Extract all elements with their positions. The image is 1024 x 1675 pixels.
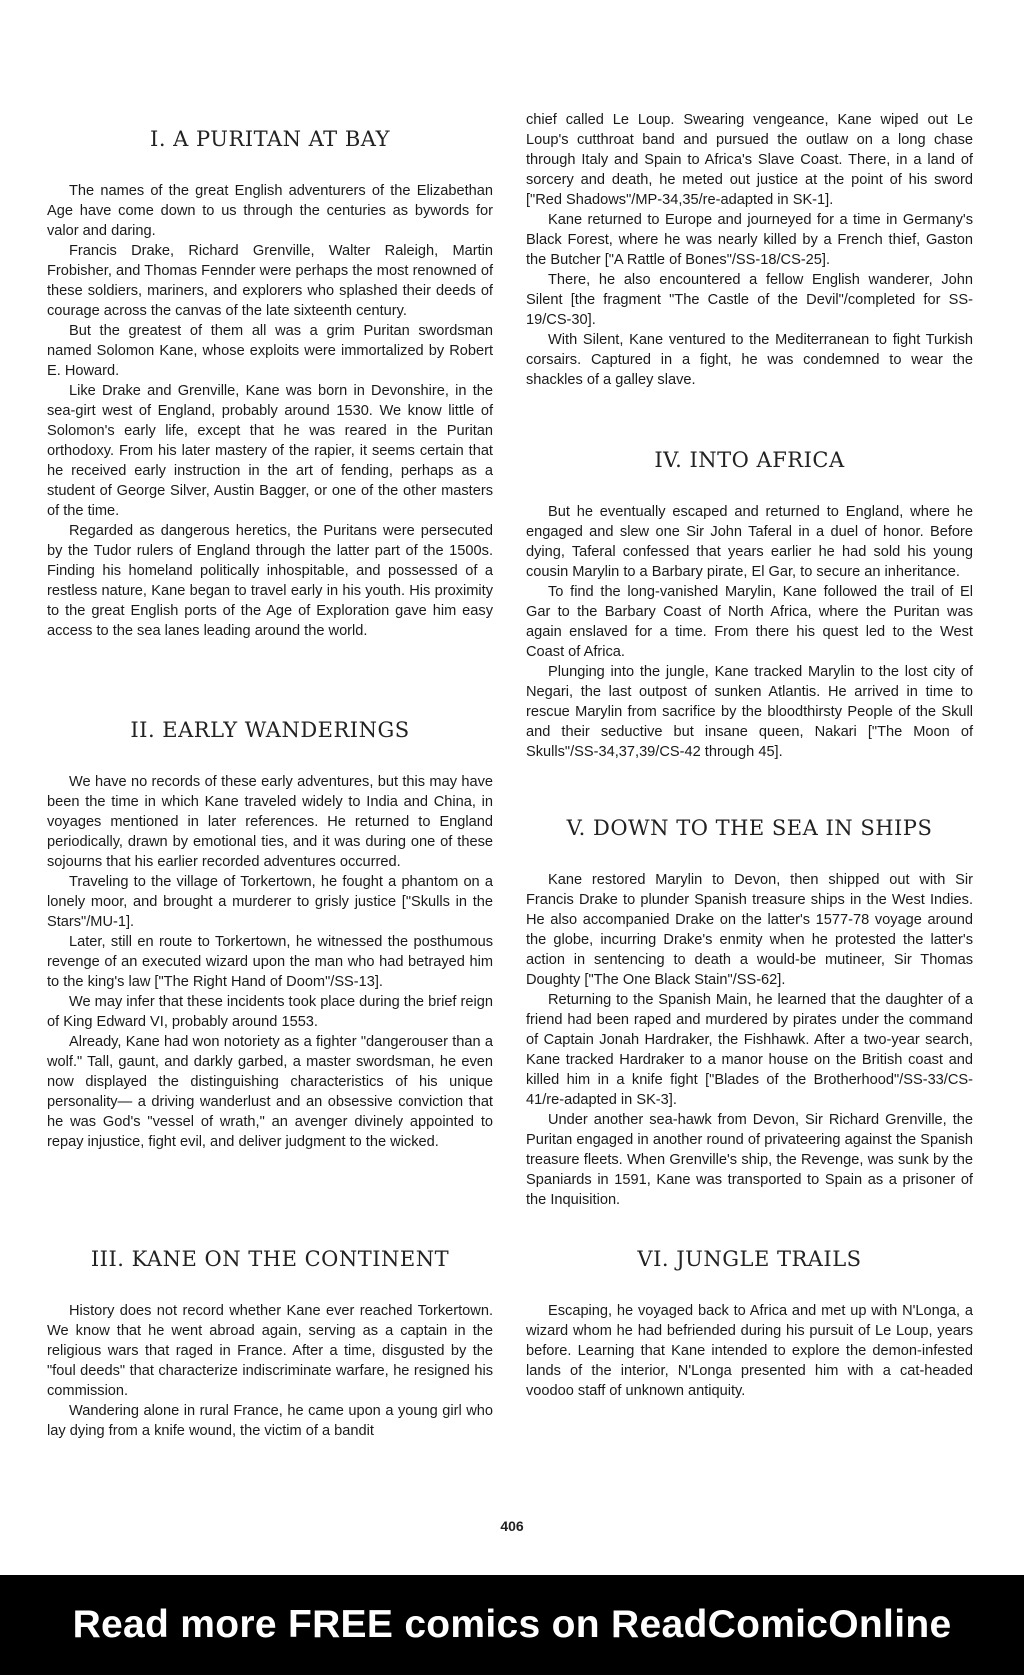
paragraph: But he eventually escaped and returned to England, where he engaged and slew one Sir John Taferal in a duel of honor. Before dying, Taferal confessed that years earlier he had sold his young cousin Marylin to a Barbary pirate, El Gar, to secure an inheritance. (526, 504, 973, 580)
paragraph: Francis Drake, Richard Grenville, Walter Raleigh, Martin Frobisher, and Thomas Fennder were perhaps the most renowned of these soldiers, mariners, and explorers who splashed their deeds of courage across the canvas of the late sixteenth century. (47, 243, 493, 319)
section-down-to-the-sea (526, 815, 973, 1210)
paragraph: Under another sea-hawk from Devon, Sir Richard Grenville, the Puritan engaged in another round of privateering against the Spanish treasure fleets. When Grenville's ship, the Revenge, was sunk by the Spaniards in 1591, Kane was transported to Spain as a prisoner of the Inquisition. (526, 1112, 973, 1208)
paragraph: chief called Le Loup. Swearing vengeance, Kane wiped out Le Loup's cutthroat band and pursued the outlaw on a long chase through Italy and Spain to Africa's Slave Coast. There, in a land of sorcery and death, he meted out justice at the point of his sword ["Red Shadows"/MP-34,35/re-adapted in SK-1]. (526, 112, 973, 208)
section-body (47, 772, 493, 1152)
paragraph: To find the long-vanished Marylin, Kane followed the trail of El Gar to the Barbary Coast of North Africa, where the Puritan was again enslaved for a time. From there his quest led to the West Coast of Africa. (526, 584, 973, 660)
paragraph: Wandering alone in rural France, he came upon a young girl who lay dying from a knife wound, the victim of a bandit (47, 1403, 493, 1439)
paragraph: We may infer that these incidents took place during the brief reign of King Edward VI, probably around 1553. (47, 994, 493, 1030)
promo-banner[interactable] (0, 1575, 1024, 1675)
paragraph: With Silent, Kane ventured to the Mediterranean to fight Turkish corsairs. Captured in a fight, he was condemned to wear the shackles of a galley slave. (526, 332, 973, 388)
section-body (47, 181, 493, 641)
paragraph: History does not record whether Kane ever reached Torkertown. We know that he went abroad again, serving as a captain in the religious wars that raged in France. After a time, disgusted by the "foul deeds" that characterize indiscriminate warfare, he resigned his commission. (47, 1303, 493, 1399)
paragraph: The names of the great English adventurers of the Elizabethan Age have come down to us through the centuries as bywords for valor and daring. (47, 183, 493, 239)
section-heading: VI. JUNGLE TRAILS (637, 1247, 862, 1271)
section-early-wanderings (47, 717, 493, 1152)
paragraph: We have no records of these early adventures, but this may have been the time in which Kane traveled widely to India and China, in voyages mentioned in later references. He returned to England periodically, drawn by emotional ties, and it was during one of these sojourns that his earlier recorded adventures occurred. (47, 774, 493, 870)
paragraph: Regarded as dangerous heretics, the Puritans were persecuted by the Tudor rulers of England through the latter part of the 1500s. Finding his homeland politically inhospitable, and possessed of a restless nature, Kane began to travel early in his youth. His proximity to the great English ports of the Age of Exploration gave him easy access to the sea lanes leading around the world. (47, 523, 493, 639)
section-continent-continued (526, 110, 973, 390)
section-into-africa (526, 447, 973, 762)
page-number: 406 (500, 1518, 524, 1534)
section-body (526, 502, 973, 762)
section-jungle-trails (526, 1246, 973, 1401)
section-heading: IV. INTO AFRICA (654, 448, 845, 472)
paragraph: But the greatest of them all was a grim Puritan swordsman named Solomon Kane, whose exploits were immortalized by Robert E. Howard. (47, 323, 493, 379)
paragraph: Later, still en route to Torkertown, he witnessed the posthumous revenge of an executed wizard upon the man who had betrayed him to the king's law ["The Right Hand of Doom"/SS-13]. (47, 934, 493, 990)
paragraph: Kane returned to Europe and journeyed for a time in Germany's Black Forest, where he was nearly killed by a French thief, Gaston the Butcher ["A Rattle of Bones"/SS-18/CS-25]. (526, 212, 973, 268)
section-body (526, 110, 973, 390)
promo-banner-text[interactable]: Read more FREE comics on ReadComicOnline (72, 1603, 952, 1646)
paragraph: Returning to the Spanish Main, he learned that the daughter of a friend had been raped and murdered by pirates under the command of Captain Jonah Hardraker, the Fishhawk. After a two-year search, Kane tracked Hardraker to a manor house on the British coast and killed him in a knife fight ["Blades of the Brotherhood"/SS-33/CS-41/re-adapted in SK-3]. (526, 992, 973, 1108)
section-heading: II. EARLY WANDERINGS (130, 718, 410, 742)
section-kane-on-the-continent (47, 1246, 493, 1441)
paragraph: Traveling to the village of Torkertown, he fought a phantom on a lonely moor, and brought a murderer to grisly justice ["Skulls in the Stars"/MU-1]. (47, 874, 493, 930)
paragraph: Like Drake and Grenville, Kane was born in Devonshire, in the sea-girt west of England, probably around 1530. We know little of Solomon's early life, except that he was reared in the Puritan orthodoxy. From his later mastery of the rapier, it seems certain that he received early instruction in the art of fending, perhaps as a student of George Silver, Austin Bagger, or one of the other masters of the time. (47, 383, 493, 519)
section-body (526, 1301, 973, 1401)
section-heading: I. A PURITAN AT BAY (150, 127, 390, 151)
paragraph: Already, Kane had won notoriety as a fighter "dangerouser than a wolf." Tall, gaunt, and darkly garbed, a master swordsman, he even now displayed the distinguishing characteristics of his unique personality— a driving wanderlust and an obsessive conviction that he was God's "vessel of wrath," an avenger divinely appointed to repay injustice, fight evil, and deliver judgment to the wicked. (47, 1034, 493, 1150)
paragraph: There, he also encountered a fellow English wanderer, John Silent [the fragment "The Castle of the Devil"/completed for SS-19/CS-30]. (526, 272, 973, 328)
section-heading: V. DOWN TO THE SEA IN SHIPS (566, 816, 933, 840)
paragraph: Kane restored Marylin to Devon, then shipped out with Sir Francis Drake to plunder Spanish treasure ships in the West Indies. He also accompanied Drake on the latter's 1577-78 voyage around the globe, incurring Drake's enmity when he protested the latter's action in sentencing to death a would-be mutineer, Sir Thomas Doughty ["The One Black Stain"/SS-62]. (526, 872, 973, 988)
paragraph: Escaping, he voyaged back to Africa and met up with N'Longa, a wizard whom he had befriended during his pursuit of Le Loup, years before. Learning that Kane intended to explore the demon-infested lands of the interior, N'Longa presented him with a cat-headed voodoo staff of unknown antiquity. (526, 1303, 973, 1399)
paragraph: Plunging into the jungle, Kane tracked Marylin to the lost city of Negari, the last outpost of sunken Atlantis. He arrived in time to rescue Marylin from sacrifice by the bloodthirsty People of the Skull and their seductive but insane queen, Nakari ["The Moon of Skulls"/SS-34,37,39/CS-42 through 45]. (526, 664, 973, 760)
section-heading: III. KANE ON THE CONTINENT (90, 1247, 450, 1271)
section-body (47, 1301, 493, 1441)
section-body (526, 870, 973, 1210)
section-puritan-at-bay (47, 126, 493, 641)
